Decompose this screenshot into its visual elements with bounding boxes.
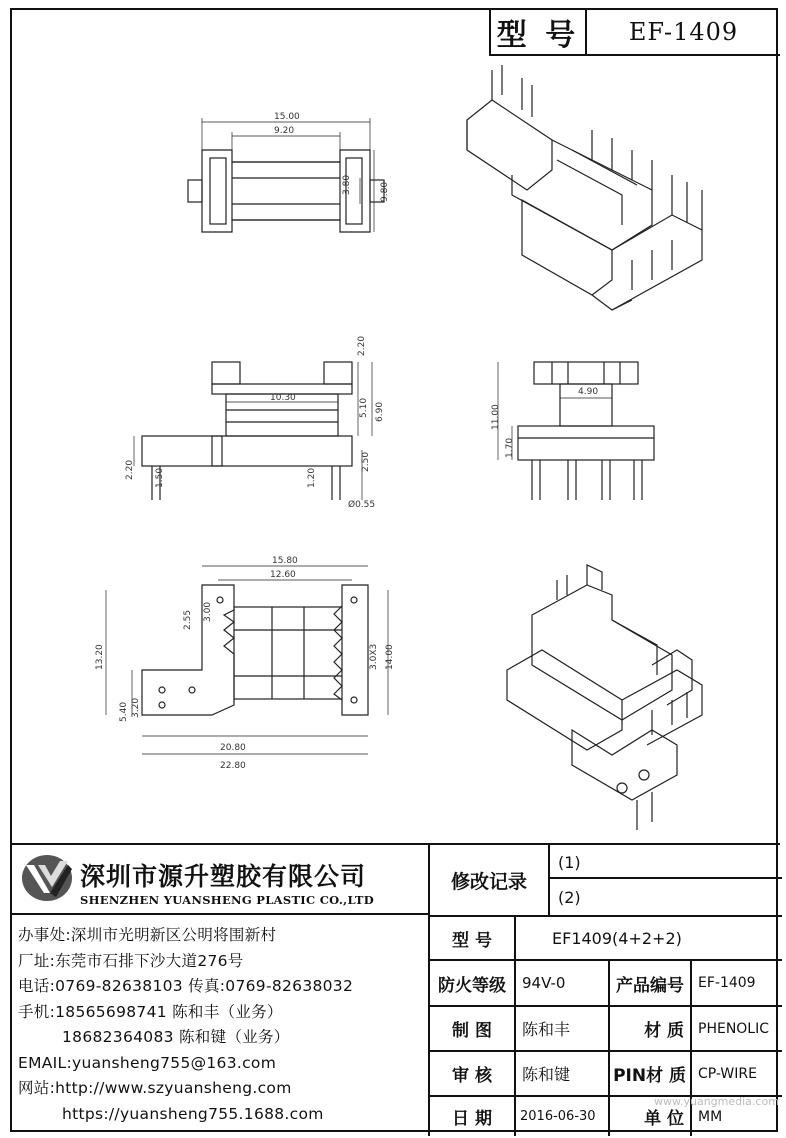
technical-drawings <box>12 10 780 840</box>
model-header-value: EF-1409 <box>628 18 739 46</box>
reviewed-by-value: 陈和键 <box>522 1065 571 1084</box>
dim-top-width-outer: 15.00 <box>274 112 300 122</box>
material-label: 材 质 <box>644 1021 684 1041</box>
model-label: 型 号 <box>452 930 492 951</box>
product-no-value: EF-1409 <box>698 975 756 991</box>
dim-end-total: 11.00 <box>491 404 501 430</box>
website-1688: https://yuansheng755.1688.com <box>62 1104 324 1123</box>
dim-side-core-length: 10.30 <box>270 393 296 403</box>
isometric-view-bottom <box>507 565 702 830</box>
info-table <box>428 845 780 1136</box>
website: 网站:http://www.szyuansheng.com <box>18 1079 292 1097</box>
drawn-by-label: 制 图 <box>452 1021 492 1041</box>
dim-top-height-inner: 3.80 <box>342 174 352 195</box>
mobile-1: 手机:18565698741 陈和丰（业务） <box>18 1002 283 1021</box>
company-header <box>12 845 428 915</box>
dim-side-base: 2.50 <box>361 451 371 472</box>
mobile-2: 18682364083 陈和键（业务） <box>62 1028 290 1046</box>
dim-top-height-outer: 9.80 <box>380 181 390 202</box>
revision-1: (1) <box>558 852 581 872</box>
dim-bottom-inner: 12.60 <box>270 570 296 580</box>
dim-bottom-height: 13.20 <box>95 644 105 670</box>
office-address: 办事处:深圳市光明新区公明将围新村 <box>18 926 277 944</box>
bottom-view <box>106 566 388 754</box>
dim-bottom-base-outer: 22.80 <box>220 761 246 771</box>
dim-side-total-height: 6.90 <box>375 401 385 422</box>
dim-side-core-height: 5.10 <box>359 397 369 418</box>
dim-side-top: 2.20 <box>357 335 367 356</box>
dim-bottom-foot-a: 5.40 <box>119 701 129 722</box>
dim-bottom-side: 14.00 <box>385 644 395 670</box>
drawing-sheet <box>10 8 778 1132</box>
dim-top-width-inner: 9.20 <box>274 126 295 136</box>
model-value: EF1409(4+2+2) <box>552 928 682 948</box>
dim-bottom-pin-a: 2.55 <box>183 609 193 630</box>
phone-fax: 电话:0769-82638103 传真:0769-82638032 <box>18 977 354 995</box>
unit-label: 单 位 <box>644 1109 684 1129</box>
title-block <box>12 843 780 1134</box>
material-value: PHENOLIC <box>698 1020 770 1037</box>
email: EMAIL:yuansheng755@163.com <box>18 1053 277 1072</box>
factory-address: 厂址:东莞市石排下沙大道276号 <box>18 951 244 970</box>
revision-2: (2) <box>558 887 581 907</box>
contact-info <box>18 923 428 1127</box>
company-name-cn: 深圳市源升塑胶有限公司 <box>80 862 367 891</box>
end-view <box>498 362 654 500</box>
product-no-label: 产品编号 <box>616 975 684 996</box>
dim-bottom-base-inner: 20.80 <box>220 743 246 753</box>
drawn-by-value: 陈和丰 <box>522 1020 571 1039</box>
unit-value: MM <box>698 1108 723 1125</box>
company-name-en: SHENZHEN YUANSHENG PLASTIC CO.,LTD <box>80 893 375 907</box>
pin-material-label: PIN材 质 <box>613 1066 686 1086</box>
dim-side-pin-left: 2.20 <box>125 459 135 480</box>
watermark-text: www.yuangmedia.com <box>654 1095 779 1108</box>
dim-bottom-pin-b: 3.00 <box>203 601 213 622</box>
dim-end-core: 4.90 <box>578 387 599 397</box>
reviewed-by-label: 审 核 <box>452 1066 492 1086</box>
model-header-label: 型 号 <box>491 10 587 54</box>
dim-side-pin-dia: Ø0.55 <box>348 500 376 510</box>
date-label: 日 期 <box>452 1109 492 1129</box>
revision-label: 修改记录 <box>450 870 527 893</box>
dim-bottom-pitch: 3.0X3 <box>369 643 379 670</box>
dim-bottom-foot-b: 3.20 <box>131 697 141 718</box>
dim-side-pin-spacing: 1.50 <box>155 467 165 488</box>
date-value: 2016-06-30 <box>520 1109 596 1124</box>
dim-end-pin: 1.70 <box>505 437 515 458</box>
company-logo-icon <box>20 853 74 903</box>
side-view <box>134 362 372 500</box>
fire-rating-label: 防火等级 <box>438 975 506 996</box>
dim-bottom-outer: 15.80 <box>272 556 298 566</box>
dim-side-pin-offset: 1.20 <box>307 467 317 488</box>
isometric-view-top <box>467 65 702 310</box>
pin-material-value: CP-WIRE <box>698 1065 757 1082</box>
fire-rating-value: 94V-0 <box>522 974 566 992</box>
